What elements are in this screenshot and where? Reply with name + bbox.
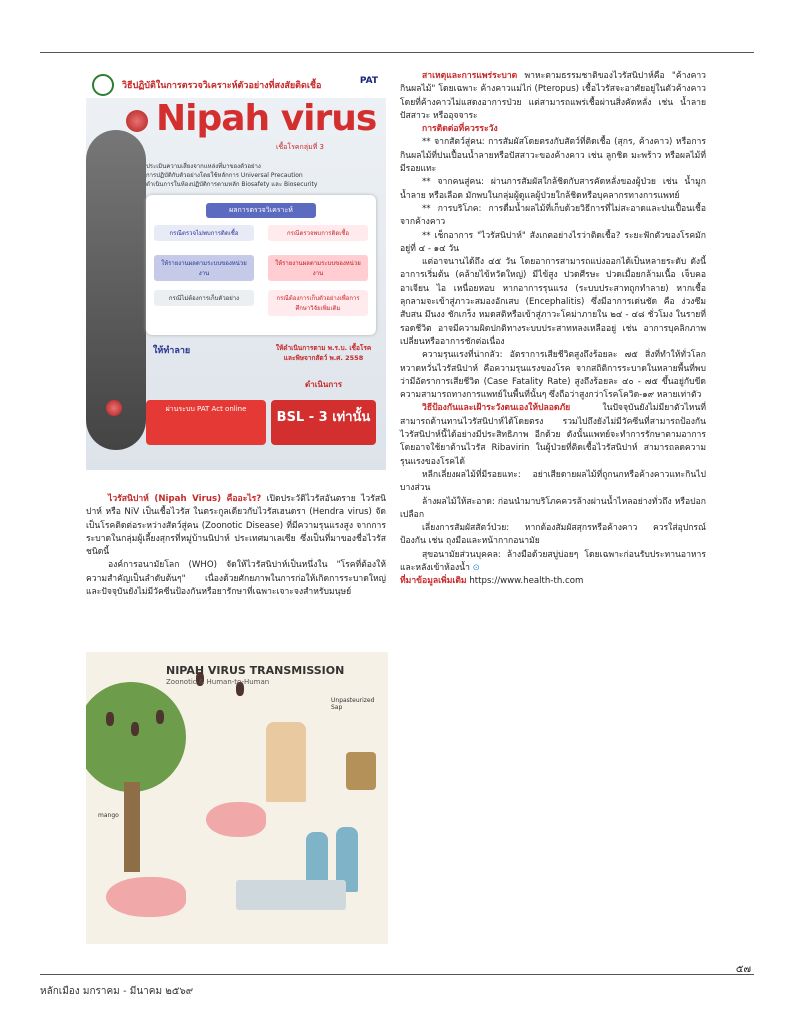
negative-action: ให้รายงานผลตามระบบของหน่วยงาน: [154, 255, 254, 281]
ministry-logo-icon: [92, 74, 114, 96]
tip-item: หลีกเลี่ยงผลไม้ที่มีรอยแทะ: อย่าเสียดายผลไม้ที่ถูกนกหรือค้างคาวแทะกินไปบางส่วน: [400, 469, 706, 494]
tip-item: ล้างผลไม้ให้สะอาด: ก่อนนำมาบริโภคควรล้างผ่านน้ำไหลอย่างทั่วถึง หรือปอกเปลือก: [400, 496, 706, 520]
law-label: ให้ดำเนินการตาม พ.ร.บ. เชื้อโรคและพิษจากสัตว์ พ.ศ. 2558: [275, 344, 372, 362]
page-number: ๕๗: [735, 964, 751, 975]
contact-item: ** การบริโภค: การดื่มน้ำผลไม้ที่เก็บด้วยวิธีการที่ไม่สะอาดและปนเปื้อนเชื้อจากค้างคาว: [400, 203, 706, 228]
bat-icon: [106, 712, 114, 726]
main-article: [400, 70, 706, 589]
bat-icon: [131, 722, 139, 736]
poster-bullet: ดำเนินการในห้องปฏิบัติการตามหลัก Biosafety และ Biosecurity: [146, 181, 318, 188]
tip-item: สุขอนามัยส่วนบุคคล: ล้างมือด้วยสบู่บ่อยๆ โดยเฉพาะก่อนรับประทานอาหารและหลังเข้าห้องน้ำ: [400, 549, 706, 573]
tip-item: เลี่ยงการสัมผัสสัตว์ป่วย: หากต้องสัมผัสสุกรหรือค้างคาว ควรใส่อุปกรณ์ป้องกัน เช่น ถุงมือและหน้ากากอนามัย: [400, 523, 706, 547]
figure-title: NIPAH VIRUS TRANSMISSION: [166, 664, 345, 677]
virus-icon: [106, 400, 122, 416]
hospital-bed: [236, 880, 346, 910]
figure-subtitle: Zoonotic & Human-to-Human: [166, 678, 270, 686]
virus-icon: [126, 110, 148, 132]
tree-trunk: [124, 782, 140, 872]
result-panel: [146, 195, 376, 335]
contact-item: ** จากสัตว์สู่คน: การสัมผัสโดยตรงกับสัตว์ที่ติดเชื้อ (สุกร, ค้างคาว) หรือการกินผลไม้ที่ปนเปื้อนน้ำลายหรือปัสสาวะของค้างคาว เช่น ลูกชิด มะพร้าว หรือผลไม้ที่มีรอยแทะ: [400, 137, 706, 175]
transmission-figure: [86, 652, 388, 944]
person-drinking: [266, 722, 306, 802]
poster-group: เชื้อโรคกลุ่มที่ 3: [276, 143, 324, 151]
no-keep-box: กรณีไม่ต้องการเก็บตัวอย่าง: [154, 290, 254, 306]
result-header: ผลการตรวจวิเคราะห์: [206, 203, 316, 218]
prevent-heading: วิธีป้องกันและเฝ้าระวังตนเองให้ปลอดภัย: [422, 403, 571, 414]
poster-bullet: การปฏิบัติกับตัวอย่างโดยใช้หลักการ Universal Precaution: [146, 172, 303, 179]
nipah-poster: [86, 70, 386, 470]
contact-item: ** จากคนสู่คน: ผ่านการสัมผัสใกล้ชิดกับสารคัดหลั่งของผู้ป่วย เช่น น้ำมูก น้ำลาย หรือเลือด มักพบในกลุ่มผู้ดูแลผู้ป่วยใกล้ชิดหรือบุคลากรทางการแพทย์: [400, 177, 706, 201]
footer-text: หลักเมือง มกราคม - มีนาคม ๒๕๖๙: [40, 986, 194, 997]
prevent-text: ในปัจจุบันยังไม่มียาตัวไหนที่สามารถต้านทานไวรัสนิปาห์ได้โดยตรง รวมไปถึงยังไม่มีวัคซีนที่สามารถป้องกันไวรัสนิปาห์นี้ได้อย่างมีประสิทธิภาพ อีกด้วย ดังนั้นแพทย์จะทำการรักษาตามอาการ โดยอาจใช้ยาต้านไวรัส Ribavirin ในผู้ป่วยที่ติดเชื้อไวรัสนิปาห์ สามารถลดความรุนแรงของโรคได้: [400, 403, 706, 467]
pig-image: [106, 877, 186, 917]
act-online-box: ผ่านระบบ PAT Act online: [146, 400, 266, 445]
pat-logo: PAT: [359, 76, 378, 86]
bat-icon: [156, 710, 164, 724]
bottom-rule: [40, 974, 754, 975]
end-mark-icon: ⊙: [472, 562, 480, 573]
source-link[interactable]: https://www.health-th.com: [469, 576, 584, 587]
cause-text: พาหะตามธรรมชาติของไวรัสนิปาห์คือ "ค้างคาวกินผลไม้" โดยเฉพาะ ค้างคาวแม่ไก่ (Pteropus) เชื้อไวรัสจะอาศัยอยู่ในตัวค้างคาวโดยที่ค้างคาวไม่แสดงอาการป่วย แต่สามารถแพร่เชื้อผ่านสิ่งคัดหลั่ง เช่น น้ำลาย ปัสสาวะ หรืออุจจาระ: [400, 71, 706, 121]
positive-box: กรณีตรวจพบการติดเชื้อ: [268, 225, 368, 241]
tree-image: [86, 682, 186, 792]
sap-label: Unpasteurized Sap: [331, 697, 375, 711]
poster-bullet: ประเมินความเสี่ยงจากแหล่งที่มาของตัวอย่าง: [146, 163, 261, 170]
negative-box: กรณีตรวจไม่พบการติดเชื้อ: [154, 225, 254, 241]
poster-title: วิธีปฏิบัติในการตรวจวิเคราะห์ตัวอย่างที่สงสัยติดเชื้อ: [122, 81, 322, 91]
destroy-label: ให้ทำลาย: [153, 346, 191, 356]
positive-action: ให้รายงานผลตามระบบของหน่วยงาน: [268, 255, 368, 281]
mango-label: mango: [98, 812, 119, 819]
source-label: ที่มาข้อมูลเพิ่มเติม: [400, 576, 467, 587]
contact-heading: การติดต่อที่ควรระวัง: [422, 124, 498, 135]
cause-heading: สาเหตุและการแพร่ระบาด: [422, 71, 518, 81]
sap-jar: [346, 752, 376, 790]
poster-bullets: [146, 162, 376, 189]
keep-box: กรณีต้องการเก็บตัวอย่างเพื่อการศึกษาวิจัยเพิ่มเติม: [268, 290, 368, 316]
proceed-label: ดำเนินการ: [305, 380, 342, 389]
intro-para: เปิดประวัติไวรัสอันตราย ไวรัสนิปาห์ หรือ NiV เป็นเชื้อไวรัส ในตระกูลเดียวกับไวรัสเฮนดรา (Hendra virus) จัดเป็นโรคติดต่อระหว่างสัตว์สู่คน (Zoonotic Disease) ที่มีความรุนแรงสูง จากการระบาดในกลุ่มผู้เลี้ยงสุกรที่หมู่บ้านนิปาห์ ประเทศมาเลเซีย ซึ่งเป็นที่มาของชื่อไวรัสชนิดนี้: [86, 494, 386, 558]
contact-item: ** เช็กอาการ "ไวรัสนิปาห์" สังเกตอย่างไรว่าติดเชื้อ? ระยะฟักตัวของโรคมักอยู่ที่ ๔ - ๑๔ วัน: [400, 230, 706, 254]
bsl-box: BSL - 3 เท่านั้น: [271, 400, 376, 445]
intro-section: [86, 493, 386, 599]
intro-heading: ไวรัสนิปาห์ (Nipah Virus) คืออะไร?: [108, 494, 262, 504]
pig-image: [206, 802, 266, 837]
symptoms-para: แต่อาจนานได้ถึง ๔๕ วัน โดยอาการสามารถแบ่งออกได้เป็นหลายระดับ ดังนี้ อาการเริ่มต้น (คล้ายไข้หวัดใหญ่) มีไข้สูง ปวดศีรษะ ปวดเมื่อยกล้ามเนื้อ เจ็บคอ อาเจียน ไอ เหนื่อยหอบ หากอาการรุนแรง (ระบบประสาทถูกทำลาย) หากเชื้อลุกลามจะเข้าสู่ภาวะสมองอักเสบ (Encephalitis) ซึ่งมีอาการเด่นชัด คือ ง่วงซึม สับสน มึนงง ชักเกร็ง หมดสติหรือเข้าสู่ภาวะโคม่าภายใน ๒๔ - ๔๘ ชั่วโมง ในรายที่รอดชีวิต อาจมีความผิดปกติทางระบบประสาทหลงเหลืออยู่ เช่น อาการบุคลิกภาพเปลี่ยนหรืออาการชักต่อเนื่อง: [400, 257, 706, 347]
top-rule: [40, 52, 754, 53]
poster-headline: Nipah virus: [156, 98, 377, 139]
who-para: องค์การอนามัยโลก (WHO) จัดให้ไวรัสนิปาห์เป็นหนึ่งใน "โรคที่ต้องให้ความสำคัญเป็นลำดับต้นๆ" เนื่องด้วยศักยภาพในการก่อให้เกิดการระบาดใหญ่ และปัจจุบันยังไม่มีวัคซีนป้องกันหรือยารักษาที่เฉพาะเจาะจงสำหรับมนุษย์: [86, 560, 386, 598]
severity-para: ความรุนแรงที่น่ากลัว: อัตราการเสียชีวิตสูงถึงร้อยละ ๗๕ สิ่งที่ทำให้ทั่วโลกหวาดหวั่นไวรัสนิปาห์ คือความรุนแรงของโรค จากสถิติการระบาดในหลายพื้นที่พบว่ามีอัตราการเสียชีวิต (Case Fatality Rate) สูงถึงร้อยละ ๔๐ - ๗๕ ขึ้นอยู่กับขีดความสามารถทางการแพทย์ในพื้นที่นั้นๆ ซึ่งถือว่าสูงกว่าโรคโควิด-๑๙ หลายเท่าตัว: [400, 350, 706, 401]
